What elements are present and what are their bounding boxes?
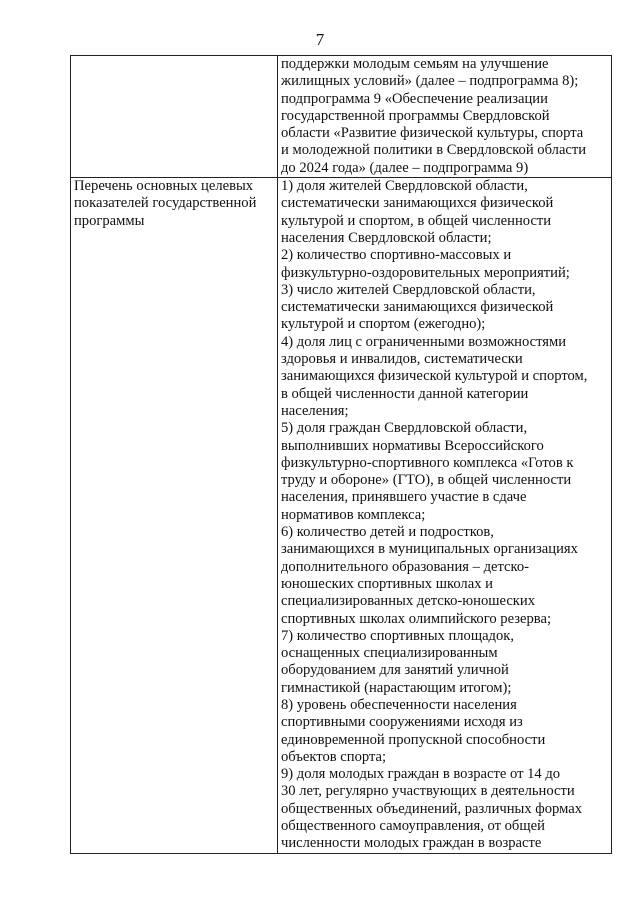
text-line: 4) доля лиц с ограниченными возможностями <box>281 333 567 350</box>
text-line: поддержки молодым семьям на улучшение <box>281 56 549 72</box>
text-line: жилищных условий» (далее – подпрограмма 8); <box>281 73 579 90</box>
text-line: 30 лет, регулярно участвующих в деятельности <box>281 783 575 800</box>
text-line: подпрограмма 9 «Обеспечение реализации <box>281 90 548 107</box>
text-line: показателей государственной <box>74 195 257 212</box>
text-line: труду и обороне» (ГТО), в общей численности <box>281 472 572 489</box>
text-line: культурой и спортом (ежегодно); <box>281 316 486 333</box>
text-line: нормативов комплекса; <box>281 506 426 523</box>
text-line: дополнительного образования – детско- <box>281 558 530 575</box>
text-line: спортивными сооружениями исходя из <box>281 714 523 731</box>
text-line: 1) доля жителей Свердловской области, <box>281 178 528 195</box>
text-line: физкультурно-спортивного комплекса «Готов к <box>281 454 574 471</box>
text-line: физкультурно-оздоровительных мероприятий; <box>281 264 570 281</box>
text-line: оборудованием для занятий уличной <box>281 662 509 679</box>
text-line: до 2024 года» (далее – подпрограмма 9) <box>281 159 529 176</box>
row1-left-cell <box>71 56 278 178</box>
text-line: 8) уровень обеспеченности населения <box>281 696 517 713</box>
text-line: населения; <box>281 402 349 419</box>
text-line: занимающихся физической культурой и спортом, <box>281 368 588 385</box>
text-line: и молодежной политики в Свердловской области <box>281 142 587 159</box>
row2-right-cell <box>278 178 612 854</box>
text-line: населения Свердловской области; <box>281 229 492 246</box>
text-line: единовременной пропускной способности <box>281 731 546 748</box>
page-number: 7 <box>315 30 325 49</box>
text-line: культурой и спортом, в общей численности <box>281 212 552 229</box>
text-line: области «Развитие физической культуры, спорта <box>281 125 584 142</box>
text-line: программы <box>74 212 145 229</box>
text-line: общественного самоуправления, от общей <box>281 818 545 835</box>
text-line: 9) доля молодых граждан в возрасте от 14 до <box>281 766 561 783</box>
table-row <box>71 56 612 178</box>
text-line: численности молодых граждан в возрасте <box>281 835 542 852</box>
row2-left-cell <box>71 178 278 854</box>
text-line: Перечень основных целевых <box>74 178 254 195</box>
text-line: выполнивших нормативы Всероссийского <box>281 437 544 454</box>
text-line: в общей численности данной категории <box>281 385 529 402</box>
text-line: гимнастикой (нарастающим итогом); <box>281 679 512 696</box>
table-row <box>71 178 612 854</box>
text-line: здоровья и инвалидов, систематически <box>281 351 523 368</box>
text-line: 6) количество детей и подростков, <box>281 524 494 541</box>
text-line: объектов спорта; <box>281 748 387 765</box>
text-line: оснащенных специализированным <box>281 645 498 662</box>
row1-right-cell <box>278 56 612 178</box>
text-line: 3) число жителей Свердловской области, <box>281 281 536 298</box>
text-line: общественных объединений, различных формах <box>281 800 583 817</box>
text-line: населения, принявшего участие в сдаче <box>281 489 527 506</box>
text-line: спортивных школах олимпийского резерва; <box>281 610 551 627</box>
text-line: систематически занимающихся физической <box>281 299 554 316</box>
text-line: 2) количество спортивно-массовых и <box>281 247 512 264</box>
text-line: систематически занимающихся физической <box>281 195 554 212</box>
program-passport-table <box>70 55 612 854</box>
text-line: занимающихся в муниципальных организациях <box>281 541 578 558</box>
text-line: государственной программы Свердловской <box>281 107 550 124</box>
text-line: специализированных детско-юношеских <box>281 593 536 610</box>
text-line: юношеских спортивных школах и <box>281 575 493 592</box>
text-line: 7) количество спортивных площадок, <box>281 627 515 644</box>
text-line: 5) доля граждан Свердловской области, <box>281 420 528 437</box>
